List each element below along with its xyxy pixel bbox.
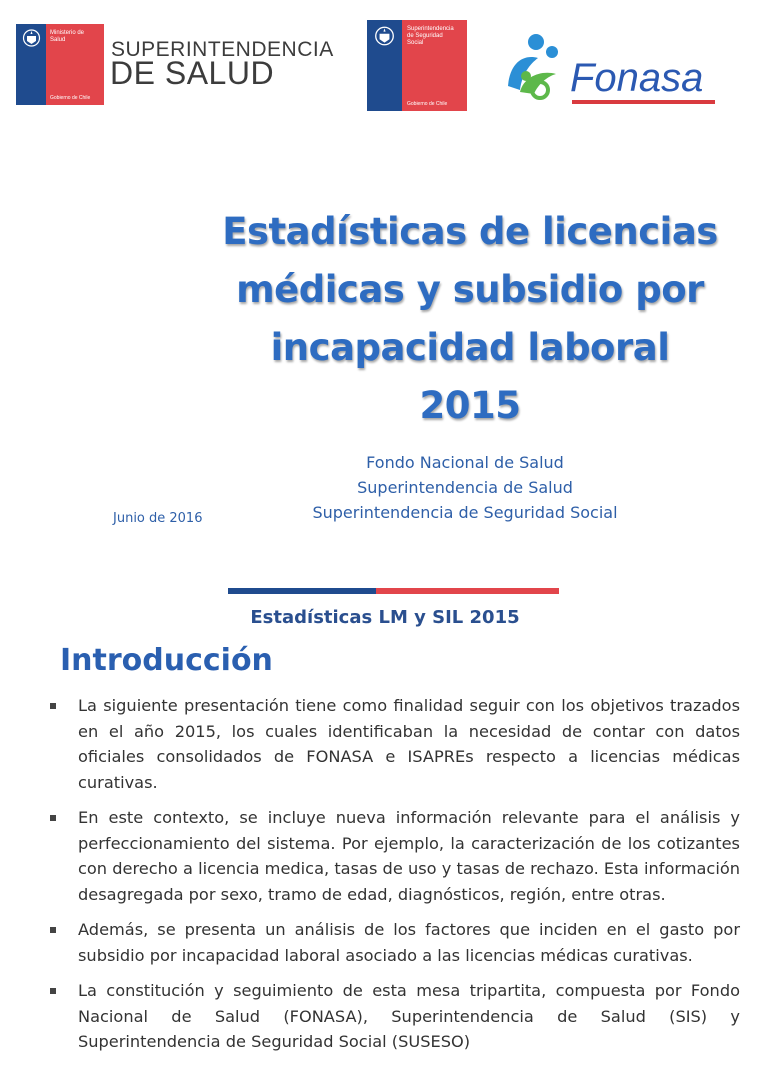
coat-of-arms-icon bbox=[21, 28, 42, 48]
fonasa-underline bbox=[572, 100, 715, 104]
bullet-item bbox=[50, 978, 740, 1055]
fonasa-figures-icon bbox=[500, 30, 575, 105]
bullet-list bbox=[50, 693, 740, 1065]
bullet-square-icon bbox=[50, 988, 56, 994]
suseso-text-line: de Seguridad bbox=[407, 33, 443, 39]
gobierno-text: Gobierno de Chile bbox=[407, 101, 448, 107]
bullet-text: Además, se presenta un análisis de los factores que inciden en el gasto por subsidio por incapacidad laboral asociado a las licencias médicas curativas. bbox=[78, 920, 740, 965]
bullet-square-icon bbox=[50, 815, 56, 821]
bullet-text: En este contexto, se incluye nueva información relevante para el análisis y perfeccionamiento del sistema. Por ejemplo, la caracterización de los cotizantes con derecho a licencia medica, tasas de uso y tasas de rechazo. Esta información desagregada por sexo, tramo de edad, diagnósticos, región, entre otras. bbox=[78, 808, 740, 904]
divider-blue bbox=[228, 588, 376, 594]
title-line: médicas y subsidio por bbox=[236, 268, 704, 311]
suseso-text-line: Social bbox=[407, 40, 424, 46]
fonasa-wordmark: Fonasa bbox=[570, 56, 704, 100]
org-name: Fondo Nacional de Salud bbox=[366, 453, 564, 472]
suseso-logo bbox=[367, 20, 467, 111]
title-line: 2015 bbox=[419, 384, 521, 427]
section-heading: Introducción bbox=[60, 643, 273, 678]
title-line: incapacidad laboral bbox=[270, 326, 670, 369]
gobierno-text: Gobierno de Chile bbox=[50, 95, 91, 101]
coat-of-arms-icon bbox=[373, 25, 396, 47]
org-name: Superintendencia de Salud bbox=[357, 478, 573, 497]
ministry-text-line: Ministerio de bbox=[50, 30, 85, 36]
organizations-list bbox=[290, 450, 640, 525]
title-line: Estadísticas de licencias bbox=[222, 210, 718, 253]
bullet-text: La siguiente presentación tiene como finalidad seguir con los objetivos trazados en el año 2015, los cuales identificaban la necesidad de contar con datos oficiales consolidados de FONASA e ISAPREs respecto a licencias médicas curativas. bbox=[78, 696, 740, 792]
bullet-square-icon bbox=[50, 927, 56, 933]
gobierno-chile-emblem bbox=[16, 24, 104, 105]
publication-date: Junio de 2016 bbox=[113, 511, 203, 526]
bullet-text: La constitución y seguimiento de esta mesa tripartita, compuesta por Fondo Nacional de Salud (FONASA), Superintendencia de Salud (SIS) y Superintendencia de Seguridad Social (SUSESO) bbox=[78, 981, 740, 1051]
suseso-text-line: Superintendencia bbox=[407, 26, 454, 32]
salud-name-line1: SUPERINTENDENCIA bbox=[111, 38, 334, 61]
slide-subtitle: Estadísticas LM y SIL 2015 bbox=[250, 607, 520, 628]
divider-red bbox=[376, 588, 559, 594]
ministry-text-line: Salud bbox=[50, 37, 66, 43]
main-title bbox=[200, 203, 740, 435]
salud-name-line2: DE SALUD bbox=[110, 55, 275, 91]
bullet-item bbox=[50, 805, 740, 907]
bullet-square-icon bbox=[50, 703, 56, 709]
org-name: Superintendencia de Seguridad Social bbox=[312, 503, 618, 522]
bullet-item bbox=[50, 693, 740, 795]
bullet-item bbox=[50, 917, 740, 968]
